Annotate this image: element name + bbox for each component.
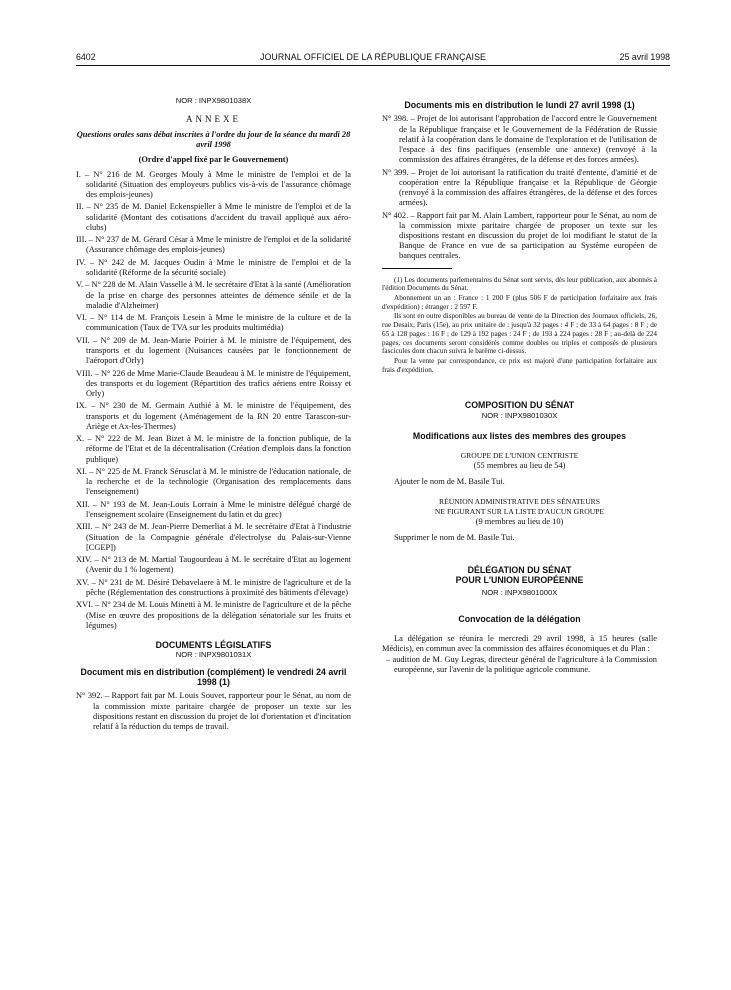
page-header: [76, 52, 670, 66]
right-column: [382, 100, 657, 675]
group-count: (9 membres au lieu de 10): [475, 516, 564, 526]
document-item: N° 399. – Projet de loi autorisant la ratification du traité d'entente, d'amitié et de coopération entre la République française et la République de Géorgie (renvoyé à la commission des affaires étrangères, de la défense et des forces armées).: [382, 167, 657, 208]
question-item: XIII. – N° 243 de M. Jean-Pierre Demerliat à M. le secrétaire d'Etat à l'industrie (Situation de la Compagnie générale d'électrolyse du Palais-sur-Vienne [CGEP]): [76, 522, 351, 552]
footnote: Abonnement un an : France : 1 200 F (plus 506 F de participation forfaitaire aux frais d'expédition) ; étranger : 2 597 F.: [382, 294, 657, 311]
documents-legislatifs-heading: DOCUMENTS LÉGISLATIFS: [155, 639, 272, 650]
question-item: X. – N° 222 de M. Jean Bizet à M. le ministre de la fonction publique, de la réforme de l'Etat et de la décentralisation (Création d'emplois dans la fonction publique): [76, 434, 351, 464]
footnote-separator: [382, 268, 452, 269]
nor-reference: NOR : INPX9801030X: [481, 410, 558, 420]
group-action: Supprimer le nom de M. Basile Tui.: [394, 532, 515, 542]
question-item: XV. – N° 231 de M. Désiré Debavelaere à M. le ministre de l'agriculture et de la pêche (Réglementation des constructions à proximité des bâtiments d'élevage): [76, 577, 351, 597]
header-rule: [76, 65, 670, 66]
question-item: V. – N° 228 de M. Alain Vasselle à M. le secrétaire d'Etat à la santé (Amélioration de la prise en charge des personnes atteintes de démence sénile et de la maladie d'Alzheimer): [76, 280, 351, 310]
footnote: Ils sont en outre disponibles au bureau de vente de la Direction des Journaux officiels, 26, rue Desaix, Paris (15e), au prix unitaire de : jusqu'à 32 pages : 4 F ; de 33 à 64 pages : 8 F ; de 65 à 128 pages : 16 F ; de 129 à 192 pages : 24 F ; de 193 à 224 pages : 28 F ; au-delà de 224 pages, ces documents seront considérés comme doubles ou triples et composés de plusieurs fascicules dont chacun suivra le barème ci-dessus.: [382, 312, 657, 356]
journal-title: JOURNAL OFFICIEL DE LA RÉPUBLIQUE FRANÇAISE: [259, 52, 487, 62]
question-item: XI. – N° 225 de M. Franck Sérusclat à M. le ministre de l'éducation nationale, de la recherche et de la technologie (Organisation des remplacements dans l'enseignement): [76, 466, 351, 497]
question-item: II. – N° 235 de M. Daniel Eckenspieller à Mme le ministre de l'emploi et de la solidarité (Montant des cotisations d'accident du travail appliqué aux aéro-clubs): [76, 202, 351, 232]
annexe-heading: ANNEXE: [186, 114, 241, 125]
footnote: Pour la vente par correspondance, ce prix est majoré d'une participation forfaitaire aux frais d'expédition.: [382, 356, 657, 374]
group-name-line1: RÉUNION ADMINISTRATIVE DES SÉNATEURS: [439, 497, 600, 507]
question-item: XII. – N° 193 de M. Jean-Louis Lorrain à Mme le ministre délégué chargé de l'enseignement scolaire (Enseignement du latin et du grec): [76, 499, 351, 519]
questions-title: Questions orales sans débat inscrites à l'ordre du jour de la séance du mardi 28 avril 1998: [76, 130, 351, 150]
modifications-title: Modifications aux listes des membres des groupes: [412, 430, 627, 441]
question-item: VI. – N° 114 de M. François Lesein à Mme le ministre de la culture et de la communication (Taux de TVA sur les produits multimédia): [76, 313, 351, 333]
nor-reference: NOR : INPX9801000X: [481, 587, 558, 597]
question-item: VIII. – N° 226 de Mme Marie-Claude Beaudeau à M. le ministre de l'équipement, des transports et du logement (Répartition des trafics aériens entre Roissy et Orly): [76, 368, 351, 398]
group-name: GROUPE DE L'UNION CENTRISTE: [460, 451, 579, 461]
question-item: VII. – N° 209 de M. Jean-Marie Poirier à M. le ministre de l'équipement, des transports et du logement (Nuisances causées par le fonctionnement de l'aéroport d'Orly): [76, 335, 351, 366]
question-item: XIV. – N° 213 de M. Martial Taugourdeau à M. le secrétaire d'Etat au logement (Avenir du 1 % logement): [76, 555, 351, 575]
delegation-heading-line2: POUR L'UNION EUROPÉENNE: [455, 575, 584, 586]
order-subtitle: (Ordre d'appel fixé par le Gouvernement): [138, 155, 289, 165]
group-count: (55 membres au lieu de 54): [473, 461, 566, 471]
doc-complement-title: Document mis en distribution (complément) le vendredi 24 avril 1998 (1): [80, 666, 347, 687]
question-item: III. – N° 237 de M. Gérard César à Mme le ministre de l'emploi et de la solidarité (Assurance chômage des emplois-jeunes): [76, 235, 351, 255]
nor-reference: NOR : INPX9801038X: [175, 96, 252, 105]
delegation-heading-line1: DÉLÉGATION DU SÉNAT: [467, 564, 572, 575]
question-item: IV. – N° 242 de M. Jacques Oudin à Mme le ministre de l'emploi et de la solidarité (Réforme de la sécurité sociale): [76, 257, 351, 277]
footnote: (1) Les documents parlementaires du Sénat sont servis, dès leur publication, aux abonnés à l'édition Documents du Sénat.: [382, 275, 657, 293]
questions-list: [76, 170, 351, 631]
group-name-line2: NE FIGURANT SUR LA LISTE D'AUCUN GROUPE: [434, 506, 605, 516]
document-item: N° 402. – Rapport fait par M. Alain Lambert, rapporteur pour le Sénat, au nom de la commission mixte paritaire chargée de proposer un texte sur les dispositions restant en discussion du projet de loi modifiant le statut de la Banque de France en vue de sa participation au Système européen de banques centrales.: [382, 210, 657, 261]
question-item: IX. – N° 230 de M. Germain Authié à M. le ministre de l'équipement, des transports et du logement (Aménagement de la RN 20 entre Tarascon-sur-Ariège et Ax-les-Thermes): [76, 401, 351, 431]
group-action: Ajouter le nom de M. Basile Tui.: [394, 476, 505, 486]
convocation-text: La délégation se réunira le mercredi 29 avril 1998, à 15 heures (salle Médicis), en commun avec la commission des affaires économiques et du Plan :: [382, 634, 657, 654]
document-item: N° 398. – Projet de loi autorisant l'approbation de l'accord entre le Gouvernement de la République française et le Gouvernement de la Fédération de Russie relatif à la coopération dans le domaine de l'exploration et de l'utilisation de l'espace à des fins pacifiques (ensemble une annexe) (renvoyé à la commission des affaires étrangères, de la défense et des forces armées).: [382, 114, 657, 165]
left-column: [76, 96, 351, 734]
issue-date: 25 avril 1998: [619, 52, 670, 62]
question-item: XVI. – N° 234 de M. Louis Minetti à M. le ministre de l'agriculture et de la pêche (Mise en œuvre des propositions de la délégation sénatoriale sur les fruits et légumes): [76, 600, 351, 630]
page-number: 6402: [76, 52, 96, 62]
question-item: I. – N° 216 de M. Georges Mouly à Mme le ministre de l'emploi et de la solidarité (Situation des employeurs publics vis-à-vis de l'assurance chômage des emplois-jeunes): [76, 169, 351, 200]
nor-reference: NOR : INPX9801031X: [175, 650, 252, 660]
convocation-item: – audition de M. Guy Legras, directeur général de l'agriculture à la Commission européenne, sur l'avenir de la politique agricole commune.: [386, 654, 657, 674]
documents-distribution-title: Documents mis en distribution le lundi 27 avril 1998 (1): [404, 100, 635, 110]
document-item: N° 392. – Rapport fait par M. Louis Souvet, rapporteur pour le Sénat, au nom de la commission mixte paritaire chargée de proposer un texte sur les dispositions restant en discussion du projet de loi d'orientation et d'incitation relatif à la réduction du temps de travail.: [76, 691, 351, 731]
composition-heading: COMPOSITION DU SÉNAT: [464, 400, 575, 411]
convocation-title: Convocation de la délégation: [458, 613, 581, 624]
